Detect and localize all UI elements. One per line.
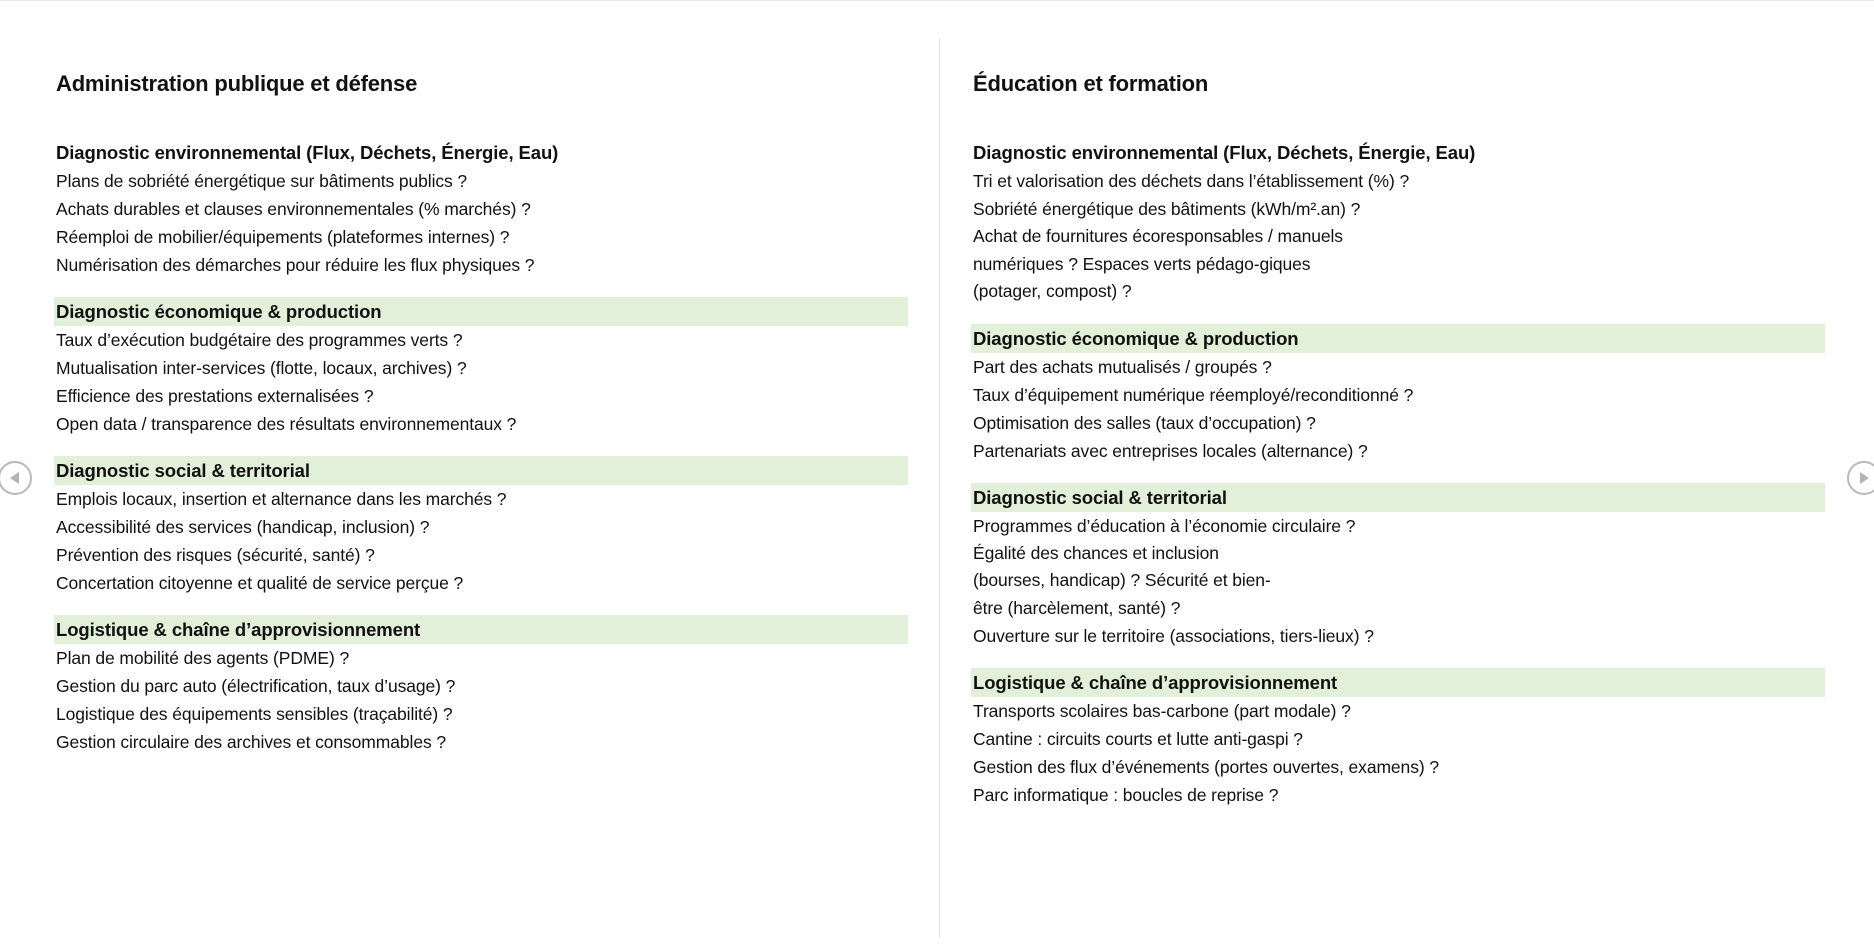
list-item: Efficience des prestations externalisées ? [56,386,374,406]
left-section-environmental [56,138,908,279]
section-heading: Diagnostic environnemental (Flux, Déchets, Énergie, Eau) [973,142,1476,163]
previous-page-button[interactable] [0,461,32,495]
left-section-economic [56,297,908,438]
list-item: Emplois locaux, insertion et alternance dans les marchés ? [56,489,507,509]
list-item: Mutualisation inter-services (flotte, locaux, archives) ? [56,358,467,378]
right-section-environmental [973,138,1825,306]
list-item: Tri et valorisation des déchets dans l’établissement (%) ? [973,171,1410,191]
list-item: Achats durables et clauses environnementales (% marchés) ? [56,199,531,219]
section-heading: Diagnostic économique & production [54,297,908,326]
list-item: Égalité des chances et inclusion (bourses, handicap) ? Sécurité et bien-être (harcèlement, santé) ? [973,542,1271,618]
list-item: Numérisation des démarches pour réduire les flux physiques ? [56,255,535,275]
list-item: Sobriété énergétique des bâtiments (kWh/m².an) ? [973,199,1361,219]
list-item: Parc informatique : boucles de reprise ? [973,785,1279,805]
list-item: Prévention des risques (sécurité, santé) ? [56,545,375,565]
left-section-logistics [56,615,908,756]
list-item: Gestion des flux d’événements (portes ouvertes, examens) ? [973,757,1439,777]
section-heading: Diagnostic environnemental (Flux, Déchets, Énergie, Eau) [56,142,559,163]
list-item: Achat de fournitures écoresponsables / manuels numériques ? Espaces verts pédago-giques (potager, compost) ? [973,226,1343,301]
column-divider [939,38,940,938]
list-item: Gestion circulaire des archives et consommables ? [56,732,446,752]
list-item: Logistique des équipements sensibles (traçabilité) ? [56,704,453,724]
list-item: Programmes d’éducation à l’économie circulaire ? [973,515,1356,536]
list-item: Transports scolaires bas-carbone (part modale) ? [973,701,1351,721]
left-column-title: Administration publique et défense [56,71,418,96]
left-column [56,68,908,774]
right-column [973,68,1825,827]
section-heading: Diagnostic économique & production [971,324,1825,353]
list-item: Part des achats mutualisés / groupés ? [973,356,1272,377]
right-section-logistics [973,668,1825,809]
left-section-social [56,456,908,597]
section-heading: Logistique & chaîne d’approvisionnement [54,615,908,644]
next-page-button[interactable] [1847,461,1874,495]
chevron-right-icon [1849,463,1874,493]
list-item: Cantine : circuits courts et lutte anti-gaspi ? [973,729,1303,749]
list-item: Taux d’exécution budgétaire des programmes verts ? [56,330,463,350]
list-item: Plans de sobriété énergétique sur bâtiments publics ? [56,171,468,191]
list-item: Concertation citoyenne et qualité de service perçue ? [56,573,464,593]
right-section-social [973,483,1825,651]
list-item: Open data / transparence des résultats environnementaux ? [56,414,517,434]
section-heading: Logistique & chaîne d’approvisionnement [971,668,1825,697]
section-heading: Diagnostic social & territorial [971,483,1825,512]
list-item: Taux d’équipement numérique réemployé/reconditionné ? [973,384,1414,405]
chevron-left-icon [0,463,30,493]
section-heading: Diagnostic social & territorial [54,456,908,485]
list-item: Accessibilité des services (handicap, inclusion) ? [56,517,430,537]
list-item: Optimisation des salles (taux d’occupation) ? [973,412,1316,433]
list-item: Ouverture sur le territoire (associations, tiers-lieux) ? [973,626,1374,646]
list-item: Partenariats avec entreprises locales (alternance) ? [973,440,1368,461]
list-item: Réemploi de mobilier/équipements (plateformes internes) ? [56,227,510,247]
list-item: Gestion du parc auto (électrification, taux d’usage) ? [56,676,456,696]
right-column-title: Éducation et formation [973,71,1209,96]
right-section-economic [973,324,1825,465]
list-item: Plan de mobilité des agents (PDME) ? [56,648,350,668]
